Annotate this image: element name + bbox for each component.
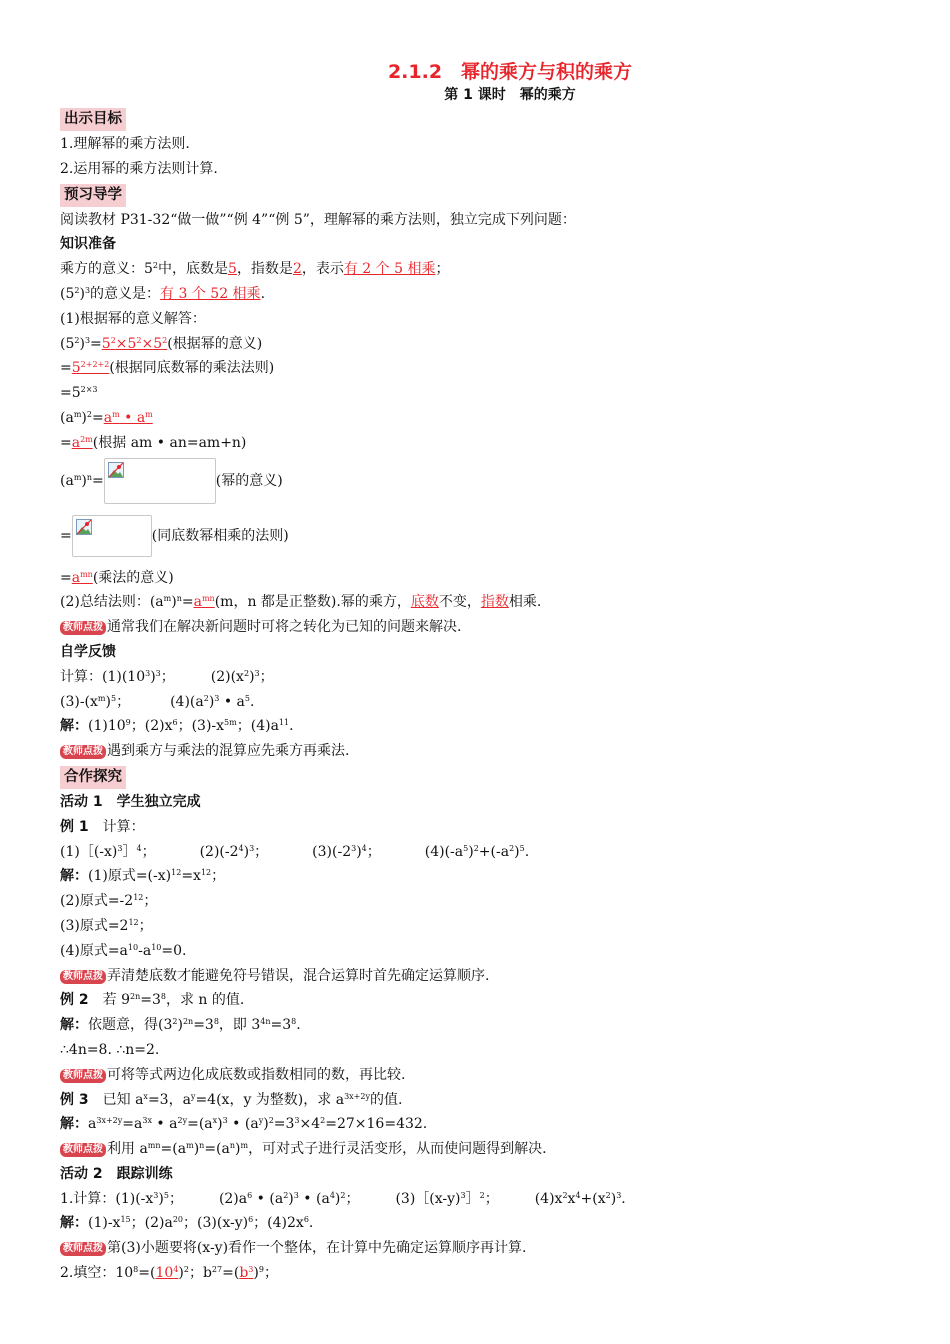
knowledge-line: $=5^{2+2+2}$(根据同底数幂的乘法法则) bbox=[60, 360, 275, 377]
answer-blank: 有 2 个 5 相乘 bbox=[343, 261, 436, 278]
section-heading-cooperation: 合作探究 bbox=[60, 766, 126, 789]
example-question: 例 2 若 $9^{2n}=3^8$，求 n 的值. bbox=[60, 992, 245, 1009]
preview-intro: 阅读教材 P31-32“做一做”“例 4”“例 5”，理解幂的乘方法则，独立完成下列问题： bbox=[60, 211, 576, 228]
section-heading-goals: 出示目标 bbox=[60, 108, 126, 131]
broken-image-icon bbox=[72, 515, 152, 557]
example-question: $(1)[(-x)^3]^4$； $(2)(-2^4)^3$； $(3)(-2^3)^4$； $(4)(-a^5)^2+(-a^2)^5$. bbox=[60, 843, 530, 860]
answer-blank: $a^{mn}$ bbox=[193, 594, 215, 611]
knowledge-line: $(a^m)^n=$ (幂的意义) bbox=[60, 456, 890, 506]
answer-blank: 指数 bbox=[480, 594, 509, 611]
example-question: 例 3 已知 $a^x=3$，$a^y=4(x$，y 为整数)，求 $a^{3x+2y}$的值. bbox=[60, 1091, 403, 1108]
knowledge-line: $(a^m)^2=a^m$ • $a^m$ bbox=[60, 409, 153, 426]
solution-line: ∴4n=8. ∴n=2. bbox=[60, 1041, 160, 1058]
answer-blank: 有 3 个 52 相乘 bbox=[160, 285, 261, 302]
solution-line: 解：$a^{3x+2y}=a^{3x}$ • $a^{2y}=(a^x)^3$ • $(a^y)^2=3^3\times 4^2=27\times 16=432$. bbox=[60, 1116, 428, 1133]
page-title: 2.1.2 幂的乘方与积的乘方 bbox=[387, 61, 633, 83]
teacher-tip-badge: 教师点拨 bbox=[60, 970, 106, 984]
answer-blank: $a^{2m}$ bbox=[71, 434, 93, 451]
teacher-tip: 教师点拨 弄清楚底数才能避免符号错误，混合运算时首先确定运算顺序. bbox=[60, 964, 890, 989]
exercise-line: $(3)-(x^m)^5$； $(4)(a^2)^3$ • $a^5$. bbox=[60, 693, 255, 710]
teacher-tip: 教师点拨 第(3)小题要将(x-y)看作一个整体，在计算中先确定运算顺序再计算. bbox=[60, 1236, 890, 1261]
teacher-tip: 教师点拨 遇到乘方与乘法的混算应先乘方再乘法. bbox=[60, 739, 890, 764]
answer-blank: $10^4$ bbox=[155, 1265, 179, 1282]
self-feedback-heading: 自学反馈 bbox=[60, 643, 116, 660]
knowledge-line: $(5^2)^3=5^2\times 5^2\times 5^2$(根据幂的意义) bbox=[60, 335, 263, 352]
section-heading-preview: 预习导学 bbox=[60, 184, 126, 207]
knowledge-line: (2)总结法则：$(a^m)^n=a^{mn}(m$，n 都是正整数).幂的乘方，底数不变，指数相乘. bbox=[60, 594, 542, 611]
knowledge-line: = (同底数幂相乘的法则) bbox=[60, 506, 890, 566]
solution-line: 解：依题意，得$(3^2)^{2n}=3^8$，即 $3^{4n}=3^8$. bbox=[60, 1017, 301, 1034]
example-question: 例 1 计算： bbox=[60, 818, 145, 835]
solution-line: (3)原式$=2^{12}$； bbox=[60, 917, 153, 934]
knowledge-line: 乘方的意义：$5^2$中，底数是5，指数是2，表示有 2 个 5 相乘； bbox=[60, 261, 450, 278]
teacher-tip-badge: 教师点拨 bbox=[60, 745, 106, 759]
answer-blank: $a^{mn}$ bbox=[71, 569, 93, 586]
answer-blank: $b^3$ bbox=[239, 1265, 254, 1282]
knowledge-line: $(5^2)^3$的意义是：有 3 个 52 相乘. bbox=[60, 285, 266, 302]
broken-image-icon bbox=[104, 458, 216, 504]
teacher-tip-badge: 教师点拨 bbox=[60, 1069, 106, 1083]
exercise-line: 计算：$(1)(10^3)^3$； $(2)(x^2)^3$； bbox=[60, 668, 274, 685]
solution-line: 解：$(1)10^9$；$(2)x^6$；$(3)-x^{5m}$；$(4)a^{11}$. bbox=[60, 718, 294, 735]
teacher-tip: 教师点拨 利用 $a^{mn}=(a^m)^n=(a^n)^m$，可对式子进行灵活变形，从而使问题得到解决. bbox=[60, 1137, 890, 1162]
knowledge-heading: 知识准备 bbox=[60, 236, 116, 253]
goal-line: 1.理解幂的乘方法则. bbox=[60, 136, 190, 152]
page-subtitle: 第 1 课时 幂的乘方 bbox=[444, 87, 576, 103]
goal-line: 2.运用幂的乘方法则计算. bbox=[60, 160, 218, 177]
answer-blank: 2 bbox=[292, 261, 302, 278]
teacher-tip-badge: 教师点拨 bbox=[60, 1242, 106, 1256]
answer-blank: $a^m$ • $a^m$ bbox=[103, 409, 153, 426]
teacher-tip: 教师点拨 可将等式两边化成底数或指数相同的数，再比较. bbox=[60, 1063, 890, 1088]
answer-blank: 底数 bbox=[410, 594, 439, 611]
activity-heading: 活动 2 跟踪训练 bbox=[60, 1165, 173, 1182]
teacher-tip-badge: 教师点拨 bbox=[60, 621, 106, 635]
teacher-tip: 教师点拨 通常我们在解决新问题时可将之转化为已知的问题来解决. bbox=[60, 615, 890, 640]
exercise-line: 2.填空：$10^8=(10^4)^2$；$b^{27}=(b^3)^9$； bbox=[60, 1265, 278, 1282]
answer-blank: $5^{2+2+2}$ bbox=[71, 360, 110, 377]
solution-line: 解：(1)原式$=(-x)^{12}=x^{12}$； bbox=[60, 868, 226, 885]
exercise-line: 1.计算：$(1)(-x^3)^5$； $(2)a^6$ • $(a^2)^3$ • $(a^4)^2$； $(3)[(x-y)^3]^2$； $(4)x^2x^4+(x^2)^3$. bbox=[60, 1190, 626, 1207]
knowledge-line: (1)根据幂的意义解答： bbox=[60, 310, 206, 327]
knowledge-line: $=5^{2\times 3}$ bbox=[60, 385, 98, 402]
worksheet-page bbox=[60, 60, 890, 1286]
answer-blank: $5^2\times 5^2\times 5^2$ bbox=[101, 335, 168, 352]
knowledge-line: $=a^{mn}$(乘法的意义) bbox=[60, 569, 174, 586]
solution-line: 解：$(1)-x^{15}$；$(2)a^{20}$；$(3)(x-y)^6$；$(4)2x^6$. bbox=[60, 1215, 314, 1232]
knowledge-line: $=a^{2m}$(根据 am • an=am+n) bbox=[60, 434, 247, 451]
solution-line: (4)原式$=a^{10}-a^{10}=0$. bbox=[60, 942, 187, 959]
solution-line: (2)原式$=-2^{12}$； bbox=[60, 893, 158, 910]
activity-heading: 活动 1 学生独立完成 bbox=[60, 793, 201, 810]
answer-blank: 5 bbox=[228, 261, 237, 278]
teacher-tip-badge: 教师点拨 bbox=[60, 1143, 106, 1157]
